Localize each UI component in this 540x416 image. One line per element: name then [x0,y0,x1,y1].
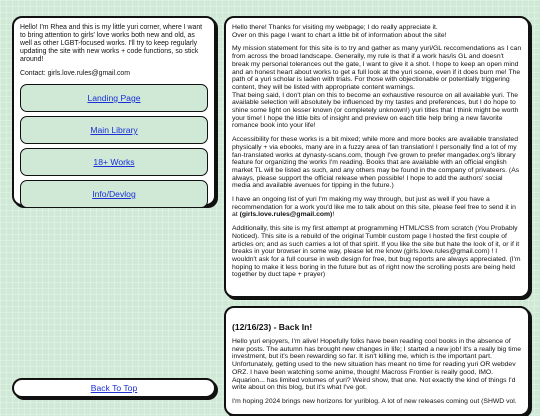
intro-paragraph-2: My mission statement for this site is to try and gather as many yuri/GL reccomendations as I can from across the broad landscape. Generally, my rule is that if a work has/is GL and doesn't break my personal tolerances out the gate, I want to give it a shot. I hope to keep an open mind and an honest heart about works to get a full look at the yuri scene, even if it does burn me! The path of a yuri scholar is laden with trials. For those with objectionable or potentially triggering content, they will be listed with appropriate content warnings. That being said, I don't plan on this to become an exhaustive resource on all available yuri. The available selection will absolutely be influenced by my tastes and preferences, but I do hope to shine some light on lesser known (or completely unknown!) yuri titles that I think might be worth your time! I hope the little bits of insight and preview on each title help bring a new favorite romance book into your life! [232,45,522,130]
intro-paragraph-3: Accessibility for these works is a bit mixed; while more and more books are available translated physically + via ebooks, many are in a fuzzy area of fan translation! I personally find a lot of my fan-translated works at dynasty-scans.com, though I've grown to prefer mangadex.org's library feature for organizing the works I'm reading. Books that are available with an official english market TL will be listed as such, and any others may be found in the company of privateers. (As always, please support the official release when possible! I hope to add the authors' social media and available avenues for tipping in the future.) [232,136,520,190]
intro-p4-end: ! [332,211,335,219]
devlog-paragraph-2: I'm hoping 2024 brings new horizons for yuriblog. A lot of new releases coming out (SHWD vol. [232,397,517,405]
intro-paragraph-1: Hello there! Thanks for visiting my webpage; I do really appreciate it. Over on this page I want to chart a little bit of information about the site! [232,24,447,39]
nav-18-works[interactable]: 18+ Works [20,148,208,176]
devlog-post-title: (12/16/23) - Back In! [232,322,313,332]
sidebar-intro: Hello! I'm Rhea and this is my little yuri corner, where I want to bring attention to girls' love works both new and old, as well as other LGBT-focused works. I'll try to keep regularly updating the site with new works + code functions, so stick around! [20,24,203,63]
sidebar-contact: Contact: girls.love.rules@gmail.com [20,70,131,77]
nav-info-devlog[interactable]: Info/Devlog [20,180,208,208]
devlog-post-panel[interactable] [224,306,530,416]
contact-email: (girls.love.rules@gmail.com) [239,211,333,219]
back-to-top-panel [12,378,216,398]
nav-landing-page[interactable]: Landing Page [20,84,208,112]
intro-paragraph-4 [232,196,522,219]
intro-post-panel[interactable] [224,16,530,298]
back-to-top-link[interactable]: Back To Top [90,383,138,393]
intro-paragraph-5: Additionally, this site is my first attempt at programming HTML/CSS from scratch (You Probably Noticed). This site is a rebuild of the original Tumblr custom page I hosted the first couple of articles on; and as such carries a lot of that spirit. If you like the site but hate the look of it, or if it breaks in your browser in some way, please let me know (girls.love.rules@gmail.com) ! I wouldn't ask for a full course in web design for free, but bug reports are always appreciated. (I'm hoping to make it less boring in the future but as of right now the scrolling posts are being held together by duct tape + prayer) [232,225,521,279]
nav-main-library[interactable]: Main Library [20,116,208,144]
devlog-paragraph-1: Hello yuri enjoyers, I'm alive! Hopefully folks have been reading cool books in the absence of new posts. The autumn has brought new changes in life; I started a new job! It's a really big time investment, but it's been rewarding so far. It isn't killing me, which is the important part. Unfortunately, getting used to the new situation has meant no time for reading yuri OR webdev ORZ. I have been watching some anime, though! Macross Frontier is really good, IMO. Aquarion... has limited volumes of yuri? Weird show, that one. Not exactly the kind of things I'd write about on this blog, but it's what I've got. [232,338,522,392]
intro-p4-text: I have an ongoing list of yuri I'm making my way through, but just as well if you have a recommendation for a work you'd like me to talk about on this site, please feel free to send it in at [232,196,516,219]
sidebar-panel [12,16,216,206]
